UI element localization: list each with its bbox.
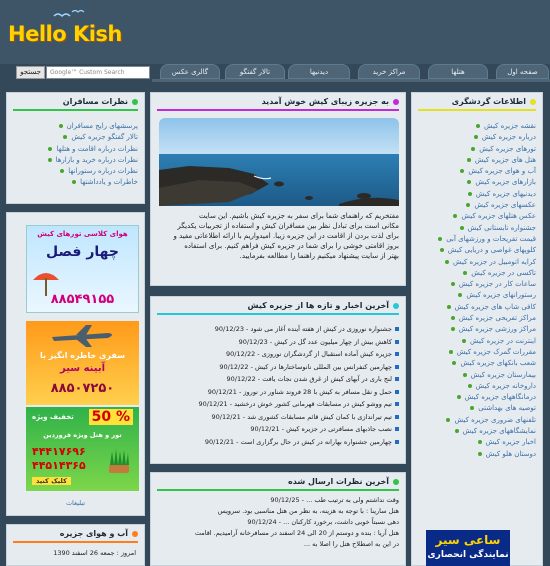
news-item[interactable]: چهارمین جشنواره بهارانه در کیش در حال برگزاری است - 90/12/21 xyxy=(155,436,399,449)
search-button[interactable]: جستجو xyxy=(16,66,45,79)
traveler-link[interactable]: نظرات درباره خرید و بازارها xyxy=(13,155,138,166)
welcome-line: بهتر از سایت پیشنهاد میکنیم راهنما را مطالعه بفرمایید. xyxy=(239,252,399,260)
title-underline xyxy=(13,541,138,543)
title-underline xyxy=(157,109,399,111)
tourism-link[interactable]: مراکز تفریحی جزیره کیش xyxy=(416,313,536,324)
ad-title: هوای کلاسی تورهای کیش xyxy=(37,230,128,238)
news-title: آخرین اخبار و تازه ها از جزیره کیش xyxy=(247,301,389,310)
ads-label: تبلیغات xyxy=(65,499,86,507)
sabzeh-icon xyxy=(105,447,133,475)
tab-attractions[interactable]: دیدنیها xyxy=(288,64,350,79)
welcome-title: به جزیره زیبای کیش خوش آمدید xyxy=(261,97,389,106)
title-underline xyxy=(13,109,138,111)
news-list xyxy=(155,323,399,448)
traveler-comments-title: نظرات مسافران xyxy=(62,97,128,106)
tourism-link[interactable]: کافی شاپ های جزیره کیش xyxy=(416,302,536,313)
welcome-line: بروز اقامتی خوشی را برای شما در جزیره کیش فراهم کنیم. برای استفاده xyxy=(184,242,399,250)
tourism-link[interactable]: جشنواره تابستانی کیش xyxy=(416,223,536,234)
ad-title: سفری خاطره انگیز با xyxy=(40,351,125,360)
news-item[interactable]: نصب جاذبهای مسافرتی در جزیره کیش - 90/12/21 xyxy=(155,423,399,436)
tourism-link[interactable]: نمایشگاههای جزیره کیش xyxy=(416,426,536,437)
tourism-link[interactable]: هتل های جزیره کیش xyxy=(416,155,536,166)
tab-hotels[interactable]: هتلها xyxy=(428,64,488,79)
comment-line[interactable]: هتل سارینا : با توجه به هزینه، به نظر من هتل مناسبی بود. سرویس xyxy=(217,507,399,515)
bullet-icon xyxy=(393,99,399,105)
news-item[interactable]: چهارمین کنفرانس بین المللی نانوساختارها در کیش - 90/12/22 xyxy=(155,361,399,374)
news-item[interactable]: لنج باری در آبهای کیش از غرق شدن نجات یافت - 90/12/22 xyxy=(155,373,399,386)
tourism-link[interactable]: ساعات کار در جزیره کیش xyxy=(416,279,536,290)
news-item[interactable]: جزیره کیش آماده استقبال از گردشگران نوروزی - 90/12/22 xyxy=(155,348,399,361)
ad-abineh-seir[interactable] xyxy=(26,321,139,405)
ad-phone: ۸۸۵۴۹۱۵۵ xyxy=(50,292,115,307)
ad-tour-label: تور و هتل ویژه فروردین xyxy=(43,431,122,439)
comment-line[interactable]: وقت نداشتم ولی به ترتیب طب ... - 90/12/25 xyxy=(270,496,399,504)
ad-discount-label: تخفیف ویژه xyxy=(32,413,74,421)
tab-gallery[interactable]: گالری عکس xyxy=(160,64,220,79)
ad-title: ساعی سیر xyxy=(435,533,501,547)
tourism-link[interactable]: رستورانهای جزیره کیش xyxy=(416,290,536,301)
tourism-link[interactable]: اینترنت در جزیره کیش xyxy=(416,336,536,347)
welcome-line: مکانی است برای تبادل نظر بین مسافران کیش و استفاده از تجربیات یکدیگر xyxy=(177,222,399,230)
tourism-link[interactable]: نقشه جزیره کیش xyxy=(416,121,536,132)
tourism-link[interactable]: شعب بانکهای جزیره کیش xyxy=(416,358,536,369)
title-underline xyxy=(157,489,399,491)
title-underline xyxy=(418,109,536,111)
traveler-comments-panel xyxy=(6,92,145,204)
recent-comments-panel xyxy=(150,472,406,566)
tourism-link[interactable]: مراکز ورزشی جزیره کیش xyxy=(416,324,536,335)
tourism-link[interactable]: مقررات گمرک جزیره کیش xyxy=(416,347,536,358)
welcome-text xyxy=(157,211,399,261)
weather-date: امروز : جمعه 26 اسفند 1390 xyxy=(53,549,136,557)
tab-shopping[interactable]: مراکز خرید xyxy=(358,64,420,79)
ad-four-seasons[interactable] xyxy=(26,225,139,313)
news-panel xyxy=(150,296,406,464)
tourism-link[interactable]: دیدنیهای جزیره کیش xyxy=(416,189,536,200)
ad-nowruz-discount[interactable] xyxy=(26,407,139,491)
ad-saei-seir[interactable] xyxy=(426,530,510,566)
ads-panel xyxy=(6,212,145,516)
tourism-link[interactable]: کلوپهای غواصی و دریایی کیش xyxy=(416,245,536,256)
news-item[interactable]: جشنواره نوروزی در کیش از هفته آینده آغاز می شود - 90/12/23 xyxy=(155,323,399,336)
ad-percent: 50 % xyxy=(89,409,133,425)
ad-phone: ۴۴۴۱۷۶۹۶ xyxy=(32,445,86,458)
title-underline xyxy=(157,313,399,315)
welcome-line: مفتخریم که راهنمای شما برای سفر به جزیره کیش باشیم. این سایت xyxy=(198,212,399,220)
tourism-link[interactable]: تاکسی در جزیره کیش xyxy=(416,268,536,279)
news-item[interactable]: کاهش بیش از چهار میلیون عدد گل در کیش - 90/12/23 xyxy=(155,336,399,349)
weather-title: آب و هوای جزیره xyxy=(59,529,128,538)
tab-forum[interactable]: تالار گفتگو xyxy=(225,64,285,79)
tab-home[interactable]: صفحه اول xyxy=(496,64,549,79)
bullet-icon xyxy=(393,303,399,309)
comment-line[interactable]: دهی نسبتاً خوبی داشت، برخورد کارکنان ... - 90/12/24 xyxy=(247,518,399,526)
site-logo[interactable]: Hello Kish xyxy=(8,22,122,46)
welcome-line: برای لذت بردن از اقامت در این جزیره زیبا. امیدواریم با ارائه اطلاعاتی مفید و xyxy=(173,232,399,240)
tourism-link[interactable]: تلفنهای ضروری جزیره کیش xyxy=(416,415,536,426)
tourism-link[interactable]: آب و هوای جزیره کیش xyxy=(416,166,536,177)
news-item[interactable]: حمل و نقل مسافر به کیش با 28 فروند شناور در نوروز - 90/12/21 xyxy=(155,386,399,399)
weather-panel xyxy=(6,524,145,566)
kish-beach-photo xyxy=(159,118,399,206)
tourism-link[interactable]: بیمارستان جزیره کیش xyxy=(416,370,536,381)
comments-title: آخرین نظرات ارسال شده xyxy=(288,477,389,486)
ad-subtitle: آبینه سیر xyxy=(59,363,106,374)
comment-line[interactable]: هتل آریا : بنده و دوستم از 20 الی 24 اسفند در مسافرخانه آرامیدیم. اقامت xyxy=(194,529,399,537)
bullet-icon xyxy=(393,479,399,485)
tourism-link[interactable]: قیمت تفریحات و ورزشهای آبی xyxy=(416,234,536,245)
tourism-link[interactable]: بازارهای جزیره کیش xyxy=(416,177,536,188)
nav-bar xyxy=(152,79,550,82)
site-header xyxy=(0,0,550,64)
tourism-link[interactable]: عکس هتلهای جزیره کیش xyxy=(416,211,536,222)
comment-line[interactable]: در این به اصطلاح هتل را اصلا به ... xyxy=(303,540,399,548)
traveler-links xyxy=(13,121,138,189)
tourism-link[interactable]: اخبار جزیره کیش xyxy=(416,437,536,448)
seagulls-icon xyxy=(52,8,92,22)
tourism-link[interactable]: درباره جزیره کیش xyxy=(416,132,536,143)
ad-phone: ۸۸۵۰۷۲۵۰ xyxy=(50,381,115,396)
tourism-links xyxy=(416,121,536,460)
panel-title: اطلاعات گردشگری xyxy=(451,97,526,106)
tourism-link[interactable]: کرایه اتومبیل در جزیره کیش xyxy=(416,257,536,268)
tourism-link[interactable]: داروخانه جزیره کیش xyxy=(416,381,536,392)
bullet-icon xyxy=(530,99,536,105)
bullet-icon xyxy=(132,99,138,105)
traveler-link[interactable]: تالار گفتگو جزیره کیش xyxy=(13,132,138,143)
tourism-link[interactable]: درمانگاههای جزیره کیش xyxy=(416,392,536,403)
tourism-link[interactable]: عکسهای جزیره کیش xyxy=(416,200,536,211)
traveler-link[interactable]: پرسشهای رایج مسافران xyxy=(13,121,138,132)
welcome-panel xyxy=(150,92,406,286)
tourism-link[interactable]: تورهای جزیره کیش xyxy=(416,144,536,155)
ad-subtitle: چهار فصل xyxy=(46,244,119,260)
ad-click-button[interactable]: کلیک کنید xyxy=(32,477,71,485)
traveler-link[interactable]: خاطرات و یادداشتها xyxy=(13,177,138,188)
tourism-info-panel xyxy=(411,92,543,566)
tourism-link[interactable]: دوستان هلو کیش xyxy=(416,449,536,460)
news-item[interactable]: تیم ووشو کیش در مسابقات قهرمانی کشور خوش درخشید - 90/12/21 xyxy=(155,398,399,411)
airplane-icon xyxy=(50,325,116,347)
search-input[interactable]: Google™ Custom Search xyxy=(46,66,150,79)
comments-list xyxy=(157,495,399,550)
news-item[interactable]: تیم تیراندازی با کمان کیش قائم مسابقات کشوری شد - 90/12/21 xyxy=(155,411,399,424)
tourism-link[interactable]: توصیه های بهداشتی xyxy=(416,403,536,414)
traveler-link[interactable]: نظرات درباره اقامت و هتلها xyxy=(13,144,138,155)
ad-phone: ۴۴۵۱۴۳۶۵ xyxy=(32,459,86,472)
ad-subtitle: نمایندگی انحصاری xyxy=(427,550,509,560)
traveler-link[interactable]: نظرات درباره رستورانها xyxy=(13,166,138,177)
bullet-icon xyxy=(132,531,138,537)
